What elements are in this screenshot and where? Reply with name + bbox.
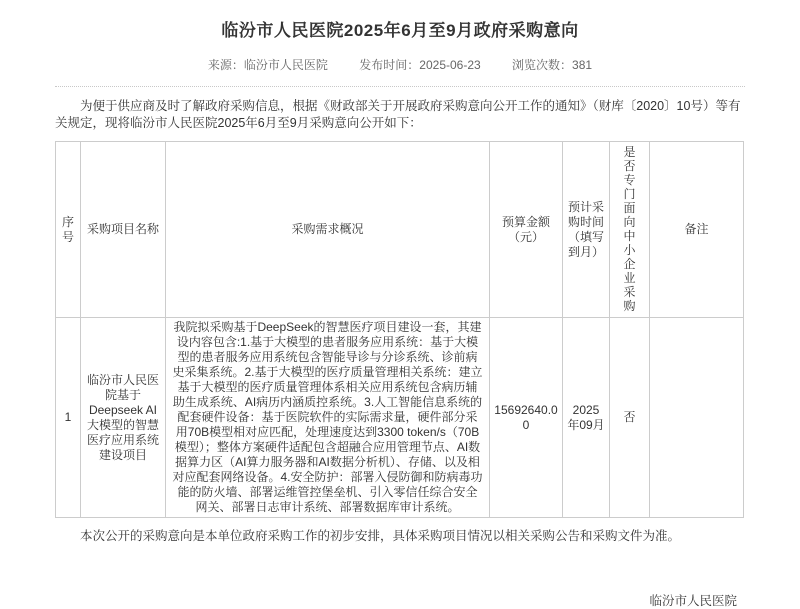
cell-seq: 1 bbox=[56, 318, 81, 518]
meta-source bbox=[208, 58, 328, 72]
meta-publish-value: 2025-06-23 bbox=[419, 58, 481, 72]
meta-source-value: 临汾市人民医院 bbox=[243, 58, 328, 72]
cell-project-name: 临汾市人民医院基于Deepseek AI大模型的智慧医疗应用系统建设项目 bbox=[81, 318, 166, 518]
meta-publish-time bbox=[359, 58, 480, 72]
meta-publish-label: 发布时间： bbox=[359, 58, 420, 72]
cell-remark bbox=[650, 318, 744, 518]
cell-expected-time: 2025年09月 bbox=[563, 318, 610, 518]
col-header-demand-summary: 采购需求概况 bbox=[166, 142, 490, 318]
col-header-budget: 预算金额（元） bbox=[490, 142, 563, 318]
page-title: 临汾市人民医院2025年6月至9月政府采购意向 bbox=[221, 21, 579, 40]
cell-sme-targeted: 否 bbox=[610, 318, 650, 518]
notice-page bbox=[55, 0, 745, 609]
signature-org-name: 临汾市人民医院 bbox=[649, 594, 737, 608]
meta-views-label: 浏览次数： bbox=[512, 58, 573, 72]
table-row bbox=[56, 318, 744, 518]
col-header-sme-targeted bbox=[610, 142, 650, 318]
table-header-row bbox=[56, 142, 744, 318]
col-header-project-name: 采购项目名称 bbox=[81, 142, 166, 318]
cell-budget: 15692640.00 bbox=[490, 318, 563, 518]
article-meta bbox=[55, 56, 745, 73]
meta-views-value: 381 bbox=[572, 58, 593, 72]
dotted-divider bbox=[55, 86, 745, 87]
meta-source-label: 来源： bbox=[207, 58, 244, 72]
cell-demand-summary: 我院拟采购基于DeepSeek的智慧医疗项目建设一套，其建设内容包含:1.基于大模型的患者服务应用系统：基于大模型的患者服务应用系统包含智能导诊与分诊系统、诊前病史采集系统。2.基于大模型的医疗质量管理相关系统：建立基于大模型的医疗质量管理体系相关应用系统包含病历辅助生成系统、AI病历内涵质控系统。3.人工智能信息系统的配套硬件设备：基于医院软件的实际需求量，硬件部分采用70B模型相对应匹配，处理速度达到3300 token/s（70B模型）；整体方案硬件适配包含超融合应用管理节点、AI数据算力区（AI算力服务器和AI数据分析机）、存储、以及相对应配套网络设备。4.安全防护：部署入侵防御和防病毒功能的防火墙、部署运维管控堡垒机、引入零信任综合安全网关、部署日志审计系统、部署数据库审计系统。 bbox=[166, 318, 490, 518]
intro-paragraph: 为便于供应商及时了解政府采购信息，根据《财政部关于开展政府采购意向公开工作的通知》（财库〔2020〕10号）等有关规定，现将临汾市人民医院2025年6月至9月采购意向公开如下： bbox=[55, 99, 741, 130]
col-header-remark: 备注 bbox=[650, 142, 744, 318]
col-header-seq: 序号 bbox=[56, 142, 81, 318]
footer-note: 本次公开的采购意向是本单位政府采购工作的初步安排，具体采购项目情况以相关采购公告和采购文件为准。 bbox=[80, 529, 681, 543]
procurement-table bbox=[55, 141, 744, 518]
sme-header-vertical-text: 是否专门面向中小企业采购 bbox=[623, 145, 636, 313]
col-header-expected-time: 预计采购时间（填写到月） bbox=[563, 142, 610, 318]
meta-view-count bbox=[512, 58, 592, 72]
